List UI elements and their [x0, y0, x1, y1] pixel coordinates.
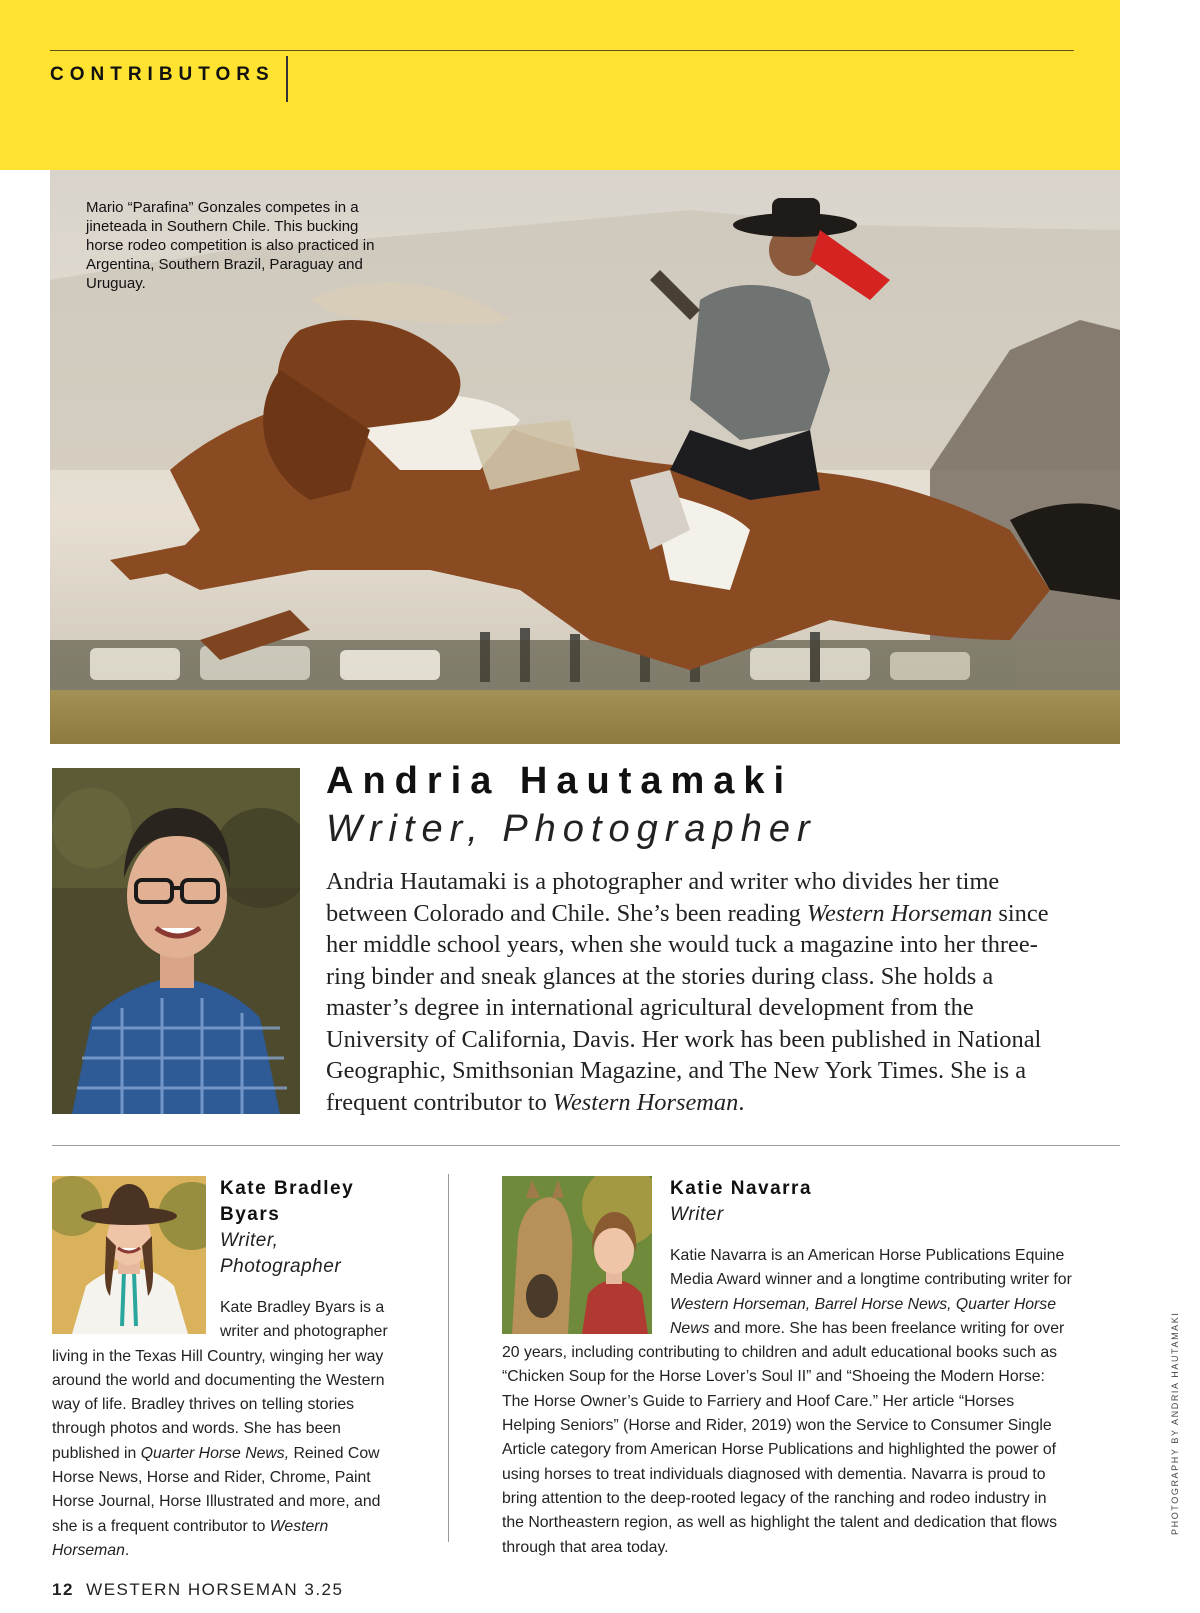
katie-navarra-portrait	[502, 1176, 652, 1334]
section-divider	[52, 1145, 1120, 1146]
contributor-name: Katie Navarra	[670, 1178, 813, 1199]
andria-hautamaki-portrait-illustration	[52, 768, 300, 1114]
andria-hautamaki-portrait	[52, 768, 300, 1114]
main-bio-text-3: .	[738, 1088, 745, 1116]
page-number: 12	[52, 1580, 74, 1599]
main-bio-publication-1: Western Horseman	[806, 899, 993, 927]
katie-navarra-portrait-illustration	[502, 1176, 652, 1334]
section-label-divider	[286, 56, 288, 102]
contributor-role: Writer, Photographer	[220, 1230, 342, 1277]
contributor-katie-navarra	[502, 1176, 1072, 1560]
issue-number: 3.25	[304, 1580, 344, 1599]
contributor-kate-bradley-byars	[52, 1176, 400, 1563]
bio-text-1: Katie Navarra is an American Horse Publications Equine Media Award winner and a longtime contributing writer for	[670, 1247, 1072, 1289]
bio-text-1: Kate Bradley Byars is a writer and photographer living in the Texas Hill Country, winging her way around the world and documenting the Western way of life. Bradley thrives on telling stories through photos and words. She has been published in	[52, 1299, 388, 1462]
main-contributor-bio	[326, 866, 1076, 1118]
bio-text-2: Reined Cow Horse News, Horse and Rider, Chrome, Paint Horse Journal, Horse Illustrated and more, and she is a frequent contributor to	[52, 1444, 381, 1535]
photo-credit: PHOTOGRAPHY BY ANDRIA HAUTAMAKI	[1170, 1311, 1180, 1535]
bio-publication-2: Western Horseman	[52, 1517, 329, 1559]
bio-publication-1: Quarter Horse News,	[140, 1444, 290, 1462]
hero-photo	[50, 170, 1120, 744]
main-contributor-name: Andria Hautamaki	[326, 760, 794, 802]
kate-bradley-byars-portrait	[52, 1176, 206, 1334]
contributor-bio	[52, 1296, 400, 1563]
main-bio-text-1: Andria Hautamaki is a photographer and writer who divides her time between Colorado and Chile. She’s been reading	[326, 868, 1000, 927]
contributor-name: Kate Bradley Byars	[220, 1178, 355, 1225]
bio-text-2: and more. She has been freelance writing for over 20 years, including contributing to children and adult educational books such as “Chicken Soup for the Horse Lover’s Soul II” and “Shoeing the Modern Horse: The Horse Owner’s Guide to Farriery and Hoof Care.” Her article “Horses Helping Seniors” (Horse and Rider, 2019) won the Service to Consumer Single Article category from American Horse Publications and highlighted the power of using horses to treat individuals diagnosed with dementia. Navarra is proud to bring attention to the deep-rooted legacy of the ranching and rodeo industry in the Northeastern region, as well as highlight the talent and dedication that flows through that area today.	[502, 1319, 1065, 1556]
main-bio-text-2: since her middle school years, when she would tuck a magazine into her three-ring binder and sneak glances at the stories during class. She holds a master’s degree in international agricultural development from the University of California, Davis. Her work has been published in National Geographic, Smithsonian Magazine, and The New York Times. She is a frequent contributor to	[326, 899, 1049, 1116]
header-rule	[50, 50, 1074, 51]
bio-text-3: .	[124, 1541, 130, 1559]
kate-bradley-byars-portrait-illustration	[52, 1176, 206, 1334]
contributor-role: Writer	[670, 1204, 724, 1225]
publication-name: WESTERN HORSEMAN	[86, 1580, 299, 1599]
column-divider	[448, 1174, 449, 1542]
bio-publication-1: Western Horseman, Barrel Horse News, Quarter Horse News	[670, 1295, 1056, 1337]
section-label: CONTRIBUTORS	[50, 64, 275, 85]
main-bio-publication-2: Western Horseman	[552, 1088, 739, 1116]
page-footer	[52, 1580, 343, 1600]
main-contributor-role: Writer, Photographer	[326, 808, 817, 850]
hero-caption: Mario “Parafina” Gonzales competes in a jineteada in Southern Chile. This bucking horse rodeo competition is also practiced in Argentina, Southern Brazil, Paraguay and Uruguay.	[86, 199, 375, 292]
